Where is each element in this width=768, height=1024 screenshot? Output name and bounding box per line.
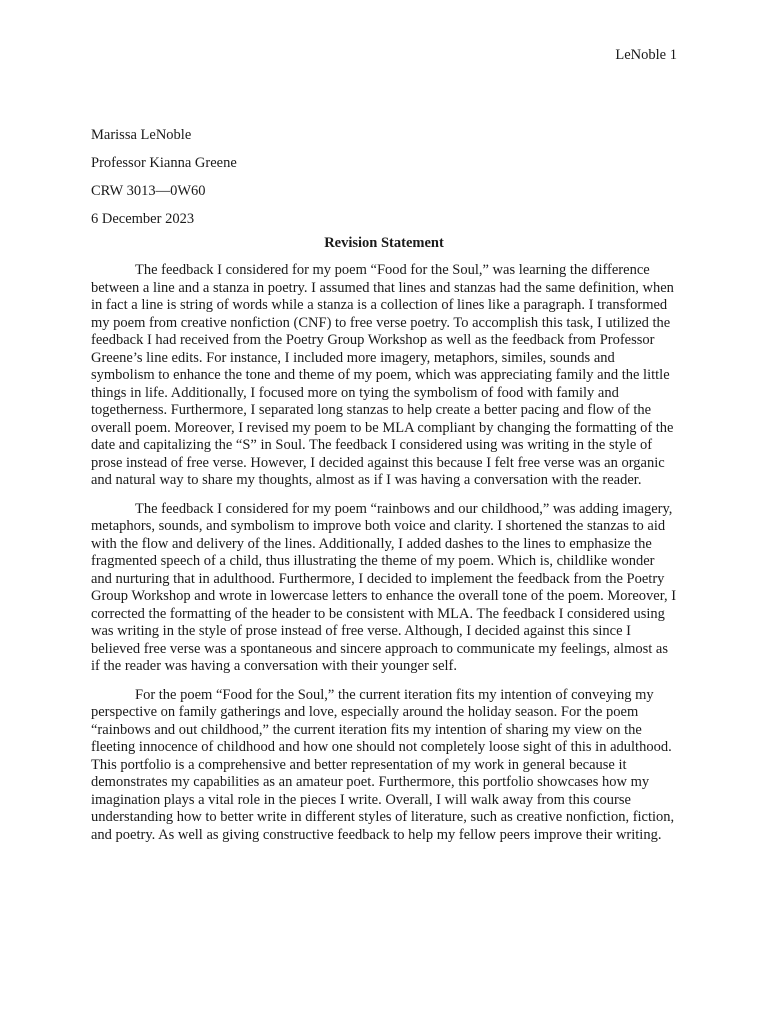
author-name: Marissa LeNoble <box>91 127 192 143</box>
document-title: Revision Statement <box>324 235 444 251</box>
mla-heading <box>91 121 237 233</box>
document-body <box>91 262 678 855</box>
body-paragraph: The feedback I considered for my poem “rainbows and our childhood,” was adding imagery, metaphors, sounds, and symbolism to improve both voice and clarity. I shortened the stanzas to aid with the flow and delivery of the lines. Additionally, I added dashes to the lines to emphasize the fragmented speech of a child, thus illustrating the theme of my poem. Which is, childlike wonder and nurturing that in adulthood. Furthermore, I decided to implement the feedback from the Poetry Group Workshop and wrote in lowercase letters to enhance the overall tone of the poem. Moreover, I corrected the formatting of the header to be consistent with MLA. The feedback I considered using was writing in the style of prose instead of free verse. Although, I decided against this since I believed free verse was a spontaneous and sincere approach to communicate my feelings, almost as if the reader was having a conversation with their younger self. <box>91 500 677 674</box>
course-code: CRW 3013—0W60 <box>91 183 206 199</box>
body-paragraph: For the poem “Food for the Soul,” the current iteration fits my intention of conveying my perspective on family gatherings and love, especially around the holiday season. For the poem “rainbows and out childhood,” the current iteration fits my intention of sharing my view on the fleeting innocence of childhood and how one should not completely loose sight of this in adulthood. This portfolio is a comprehensive and better representation of my work in general because it demonstrates my capabilities as an amateur poet. Furthermore, this portfolio showcases how my imagination plays a vital role in the pieces I write. Overall, I will walk away from this course understanding how to better write in different styles of literature, such as creative nonfiction, fiction, and poetry. As well as giving constructive feedback to help my fellow peers improve their writing. <box>91 686 675 843</box>
body-paragraph: The feedback I considered for my poem “Food for the Soul,” was learning the difference between a line and a stanza in poetry. I assumed that lines and stanzas had the same definition, when in fact a line is string of words while a stanza is a collection of lines like a paragraph. I transformed my poem from creative nonfiction (CNF) to free verse poetry. To accomplish this task, I utilized the feedback I had received from the Poetry Group Workshop as well as the feedback from Professor Greene’s line edits. For instance, I included more imagery, metaphors, similes, sounds and symbolism to enhance the tone and theme of my poem, which was appreciating family and the little things in life. Additionally, I focused more on tying the symbolism of food with family and togetherness. Furthermore, I separated long stanzas to help create a better pacing and flow of the overall poem. Moreover, I revised my poem to be MLA compliant by changing the formatting of the date and capitalizing the “S” in Soul. The feedback I considered using was writing in the style of prose instead of free verse. However, I decided against this because I felt free verse was an organic and natural way to share my thoughts, almost as if I was having a conversation with the reader. <box>91 262 674 488</box>
professor-name: Professor Kianna Greene <box>91 155 237 171</box>
running-header-page-number: LeNoble 1 <box>615 47 677 63</box>
submission-date: 6 December 2023 <box>91 211 195 227</box>
